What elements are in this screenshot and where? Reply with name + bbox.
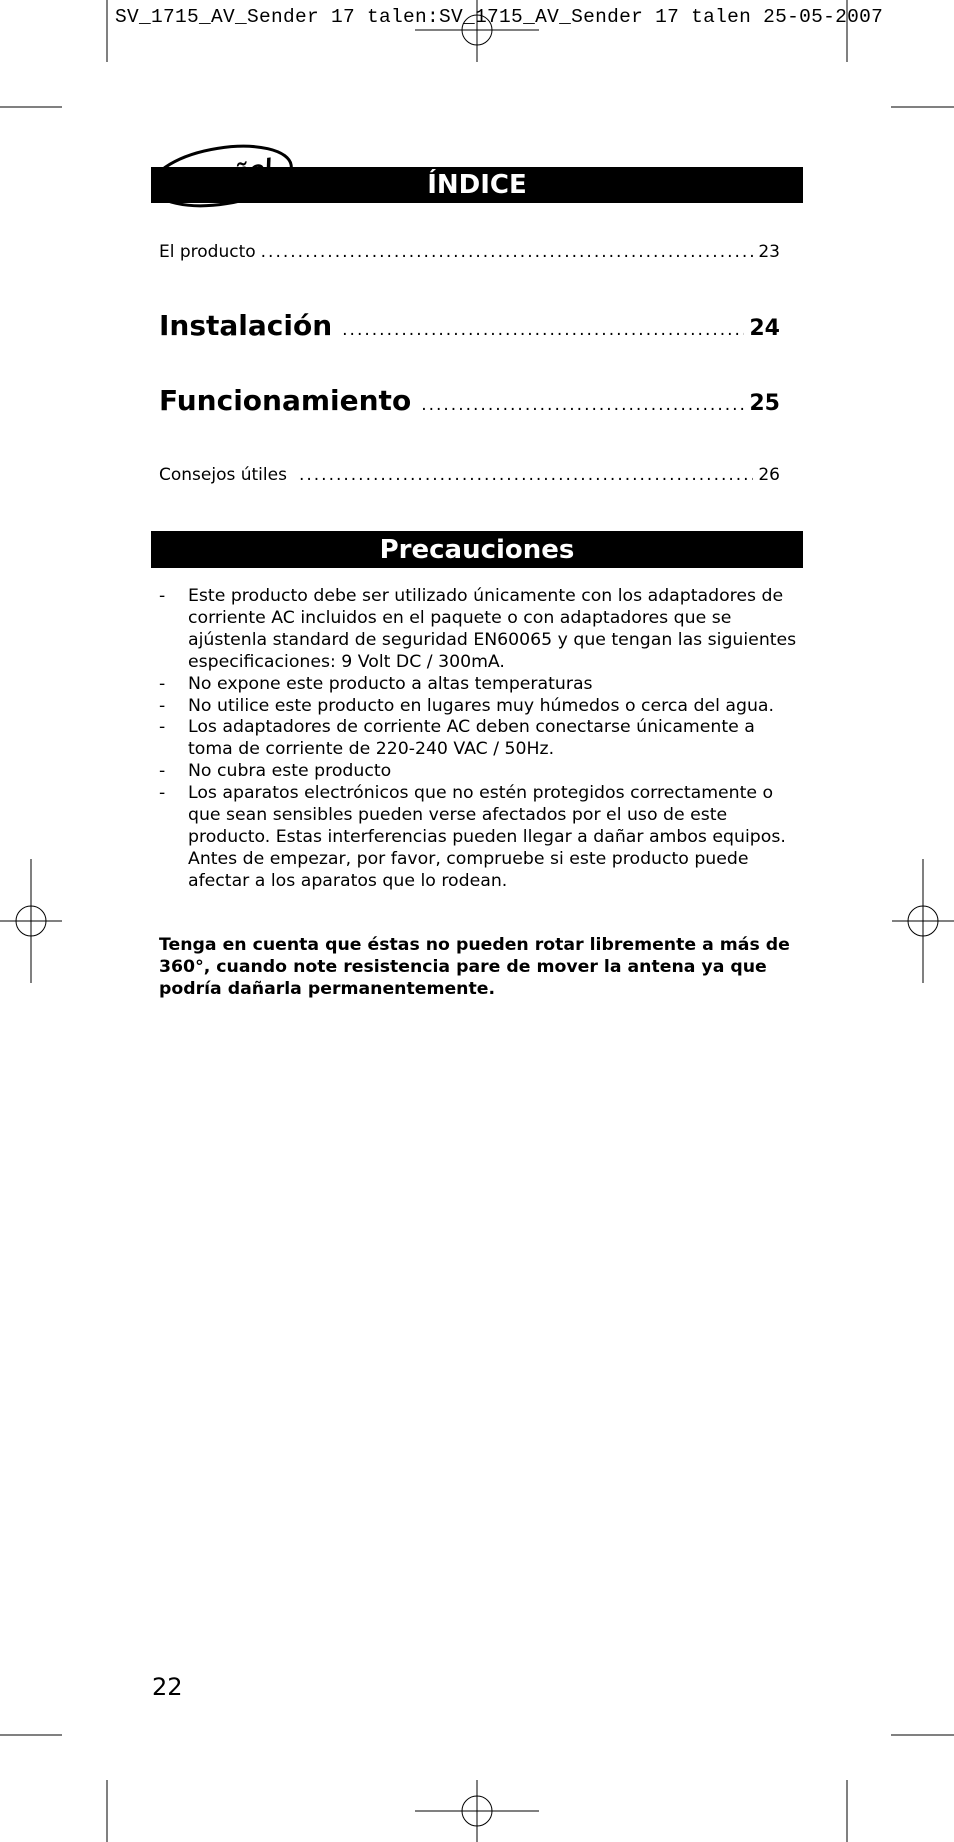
toc-entry — [159, 384, 780, 417]
toc-entry-page: 26 — [758, 465, 780, 485]
print-slug-line: SV_1715_AV_Sender 17 talen:SV_1715_AV_Sender 17 talen 25-05-2007 — [115, 6, 884, 28]
toc-leader-dots — [421, 395, 744, 415]
page-number: 22 — [152, 1673, 183, 1701]
toc-entry — [159, 309, 780, 342]
toc-entry-page: 24 — [749, 316, 780, 341]
toc-entry-label: El producto — [159, 242, 256, 262]
toc-entry-label: Funcionamiento — [159, 384, 412, 417]
toc-entry-page: 25 — [749, 391, 780, 416]
index-title: ÍNDICE — [427, 170, 527, 200]
registration-mark-bottom — [415, 1780, 539, 1842]
toc-entry-label: Consejos útiles — [159, 465, 287, 485]
toc-entry-page: 23 — [758, 242, 780, 262]
precautions-list — [159, 586, 799, 893]
precautions-header — [151, 531, 803, 568]
toc-leader-dots — [261, 242, 754, 262]
registration-mark-left — [0, 859, 62, 983]
list-item: - Este producto debe ser utilizado únicamente con los adaptadores de corriente AC incluidos en el paquete o con adaptadores que se ajústenla standard de seguridad EN60065 y que tengan las siguientes especificaciones: 9 Volt DC / 300mA. — [159, 586, 799, 674]
toc-leader-dots — [342, 320, 744, 340]
list-item: - Los aparatos electrónicos que no estén protegidos correctamente o que sean sensibles pueden verse afectados por el uso de este producto. Estas interferencias pueden llegar a dañar ambos equipos. Antes de empezar, por favor, compruebe si este producto puede afectar a los aparatos que lo rodean. — [159, 783, 799, 893]
precautions-title: Precauciones — [379, 534, 575, 565]
antenna-warning: Tenga en cuenta que éstas no pueden rotar libremente a más de 360°, cuando note resistencia pare de mover la antena ya que podría dañarla permanentemente. — [159, 935, 790, 999]
registration-mark-top — [415, 0, 539, 62]
toc-entry — [159, 242, 780, 262]
list-item: - No expone este producto a altas temperaturas — [159, 674, 799, 696]
registration-mark-right — [892, 859, 954, 983]
index-header — [151, 167, 803, 203]
toc-entry — [159, 465, 780, 485]
toc-leader-dots — [299, 465, 753, 485]
toc-entry-label: Instalación — [159, 309, 333, 342]
list-item: - Los adaptadores de corriente AC deben conectarse únicamente a toma de corriente de 220-240 VAC / 50Hz. — [159, 717, 799, 761]
list-item: - No cubra este producto — [159, 761, 799, 783]
list-item: - No utilice este producto en lugares muy húmedos o cerca del agua. — [159, 696, 799, 718]
